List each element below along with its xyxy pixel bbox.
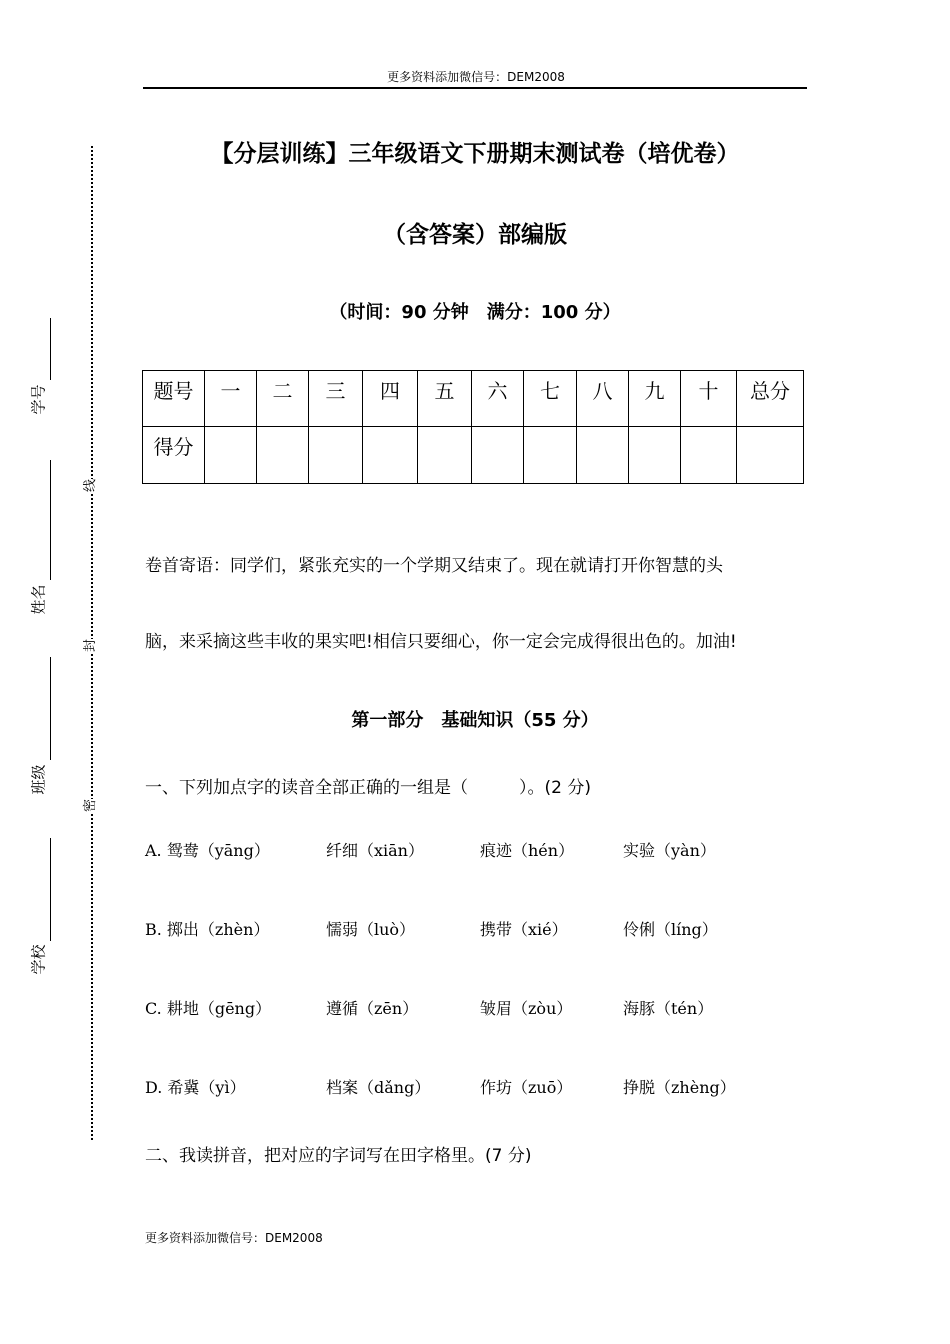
option-c-3: 皱眉（zòu）	[480, 999, 573, 1018]
question-2: 二、我读拼音，把对应的字词写在田字格里。(7 分)	[145, 1146, 532, 1166]
score-cell	[681, 427, 737, 484]
score-cell	[205, 427, 257, 484]
option-d-4: 挣脱（zhèng）	[623, 1078, 736, 1097]
score-cell	[629, 427, 681, 484]
score-cell	[472, 427, 524, 484]
score-table	[142, 370, 804, 484]
option-b-1: B. 掷出（zhèn）	[145, 920, 270, 939]
option-a-4: 实验（yàn）	[623, 841, 716, 860]
score-cell	[418, 427, 472, 484]
option-c-2: 遵循（zēn）	[326, 999, 419, 1018]
option-a-1: A. 鸳鸯（yāng）	[145, 841, 270, 860]
score-cell	[577, 427, 629, 484]
question-1: 一、下列加点字的读音全部正确的一组是（ ）。(2 分)	[145, 778, 591, 798]
header-rule	[143, 87, 807, 89]
exam-info: （时间：90 分钟 满分：100 分）	[329, 302, 621, 323]
table-row-scores	[143, 427, 804, 484]
table-row-headers	[143, 371, 804, 427]
score-cell	[524, 427, 577, 484]
school-label: 学校	[29, 944, 48, 975]
header-note: 更多资料添加微信号：DEM2008	[387, 70, 565, 84]
table-cell-header: 五	[418, 371, 472, 427]
student-id-label: 学号	[29, 384, 48, 415]
table-cell-header: 三	[309, 371, 363, 427]
option-c-4: 海豚（tén）	[623, 999, 714, 1018]
option-a-3: 痕迹（hén）	[480, 841, 575, 860]
page-title: 【分层训练】三年级语文下册期末测试卷（培优卷）	[210, 141, 740, 167]
option-c-1: C. 耕地（gēng）	[145, 999, 272, 1018]
option-b-3: 携带（xié）	[480, 920, 568, 939]
table-cell-header: 四	[363, 371, 418, 427]
option-b-4: 伶俐（líng）	[623, 920, 718, 939]
binding-mark-seal: 封	[77, 639, 100, 652]
score-cell	[737, 427, 804, 484]
page-subtitle: （含答案）部编版	[383, 222, 567, 248]
class-label: 班级	[29, 764, 48, 795]
binding-mark-close: 密	[77, 799, 100, 812]
intro-line-1: 卷首寄语：同学们，紧张充实的一个学期又结束了。现在就请打开你智慧的头	[145, 556, 723, 576]
section-title: 第一部分 基础知识（55 分）	[351, 710, 599, 731]
score-cell	[309, 427, 363, 484]
student-id-field[interactable]	[50, 318, 51, 380]
option-d-3: 作坊（zuō）	[480, 1078, 573, 1097]
table-cell-header: 总分	[737, 371, 804, 427]
class-field[interactable]	[50, 657, 51, 760]
intro-line-2: 脑，来采摘这些丰收的果实吧!相信只要细心，你一定会完成得很出色的。加油!	[145, 632, 737, 652]
option-a-2: 纤细（xiān）	[326, 841, 424, 860]
table-cell-label: 得分	[143, 427, 205, 484]
school-field[interactable]	[50, 838, 51, 941]
binding-mark-line: 线	[77, 479, 100, 492]
table-cell-header: 六	[472, 371, 524, 427]
table-cell-header: 二	[257, 371, 309, 427]
score-cell	[257, 427, 309, 484]
option-d-2: 档案（dǎng）	[326, 1078, 431, 1097]
name-field[interactable]	[50, 460, 51, 580]
option-b-2: 懦弱（luò）	[326, 920, 416, 939]
table-cell-header: 十	[681, 371, 737, 427]
table-cell-header: 题号	[143, 371, 205, 427]
score-cell	[363, 427, 418, 484]
table-cell-header: 九	[629, 371, 681, 427]
name-label: 姓名	[29, 584, 48, 615]
table-cell-header: 八	[577, 371, 629, 427]
footer-note: 更多资料添加微信号：DEM2008	[145, 1231, 323, 1245]
table-cell-header: 一	[205, 371, 257, 427]
option-d-1: D. 希冀（yì）	[145, 1078, 246, 1097]
table-cell-header: 七	[524, 371, 577, 427]
